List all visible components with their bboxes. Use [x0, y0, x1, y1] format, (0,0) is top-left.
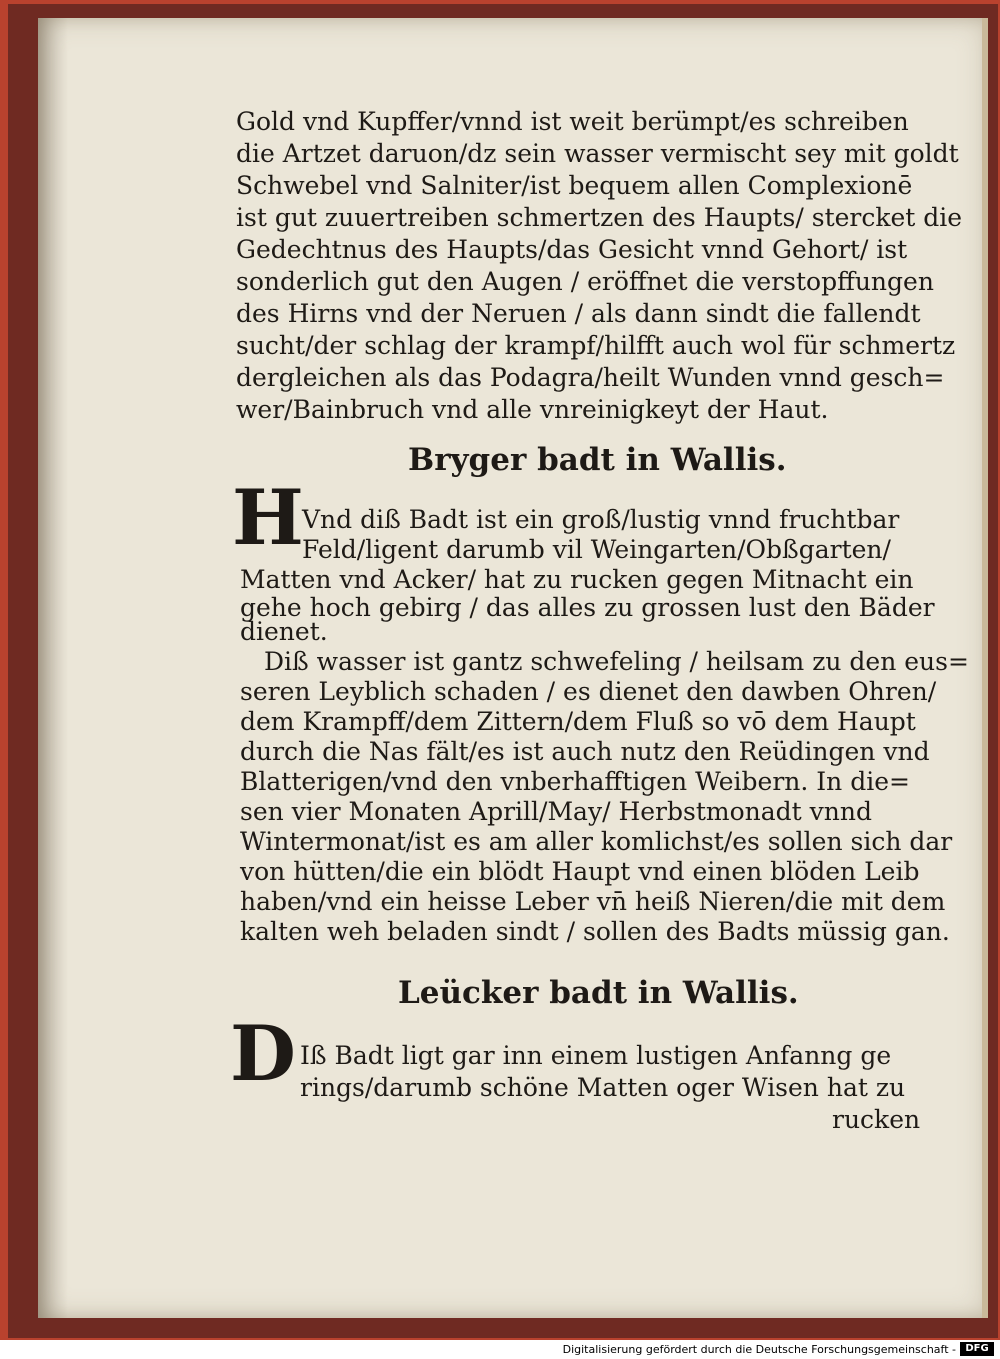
catchword: rucken: [832, 1105, 921, 1134]
text-line: haben/vnd ein heisse Leber vn̄ heiß Nieren/die mit dem: [240, 887, 946, 916]
footer-credit: Digitalisierung gefördert durch die Deutsche Forschungsgemeinschaft -: [562, 1343, 956, 1356]
text-line: Gedechtnus des Haupts/das Gesicht vnnd Gehort/ ist: [236, 235, 908, 264]
text-line: sucht/der schlag der krampf/hilfft auch wol für schmertz: [236, 331, 956, 360]
text-line: Gold vnd Kupffer/vnnd ist weit berümpt/es schreiben: [236, 107, 909, 136]
text-line: durch die Nas fält/es ist auch nutz den Reüdingen vnd: [240, 737, 930, 766]
text-line: Feld/ligent darumb vil Weingarten/Obßgarten/: [302, 535, 891, 564]
text-line: die Artzet daruon/dz sein wasser vermischt sey mit goldt: [236, 139, 959, 168]
text-line: kalten weh beladen sindt / sollen des Badts müssig gan.: [240, 917, 950, 946]
text-line: Wintermonat/ist es am aller komlichst/es sollen sich dar: [240, 827, 953, 856]
text-line: wer/Bainbruch vnd alle vnreinigkeyt der Haut.: [236, 395, 829, 424]
text-line: dem Krampff/dem Zittern/dem Fluß so vō dem Haupt: [240, 707, 916, 736]
text-line: seren Leyblich schaden / es dienet den dawben Ohren/: [240, 677, 937, 706]
text-line: Blatterigen/vnd den vnberhafftigen Weibern. In die=: [240, 767, 910, 796]
drop-initial: H: [232, 473, 304, 562]
text-line: Iß Badt ligt gar inn einem lustigen Anfanng ge: [300, 1041, 892, 1070]
text-line: sonderlich gut den Augen / eröffnet die verstopffungen: [236, 267, 934, 296]
text-line: gehe hoch gebirg / das alles zu grossen lust den Bäder: [240, 593, 935, 622]
text-line: dergleichen als das Podagra/heilt Wunden vnnd gesch=: [236, 363, 945, 392]
text-line: des Hirns vnd der Neruen / als dann sindt die fallendt: [236, 299, 921, 328]
page-gutter-shadow: [38, 18, 68, 1318]
text-line: sen vier Monaten Aprill/May/ Herbstmonadt vnnd: [240, 797, 872, 826]
section-heading: Leücker badt in Wallis.: [398, 975, 799, 1011]
text-line: ist gut zuuertreiben schmertzen des Haupts/ stercket die: [236, 203, 963, 232]
text-line: rings/darumb schöne Matten oger Wisen hat zu: [300, 1073, 906, 1102]
page-edge: [982, 18, 988, 1318]
text-line: Schwebel vnd Salniter/ist bequem allen Complexionē: [236, 171, 913, 200]
text-line: Matten vnd Acker/ hat zu rucken gegen Mitnacht ein: [240, 565, 914, 594]
text-line: von hütten/die ein blödt Haupt vnd einen blöden Leib: [240, 857, 920, 886]
text-line: Diß wasser ist gantz schwefeling / heilsam zu den eus=: [264, 647, 969, 676]
text-line: dienet.: [240, 617, 328, 646]
dfg-logo: DFG: [960, 1342, 994, 1356]
section-heading: Bryger badt in Wallis.: [408, 442, 787, 478]
text-line: Vnd diß Badt ist ein groß/lustig vnnd fruchtbar: [302, 505, 900, 534]
drop-initial: D: [230, 1009, 296, 1098]
